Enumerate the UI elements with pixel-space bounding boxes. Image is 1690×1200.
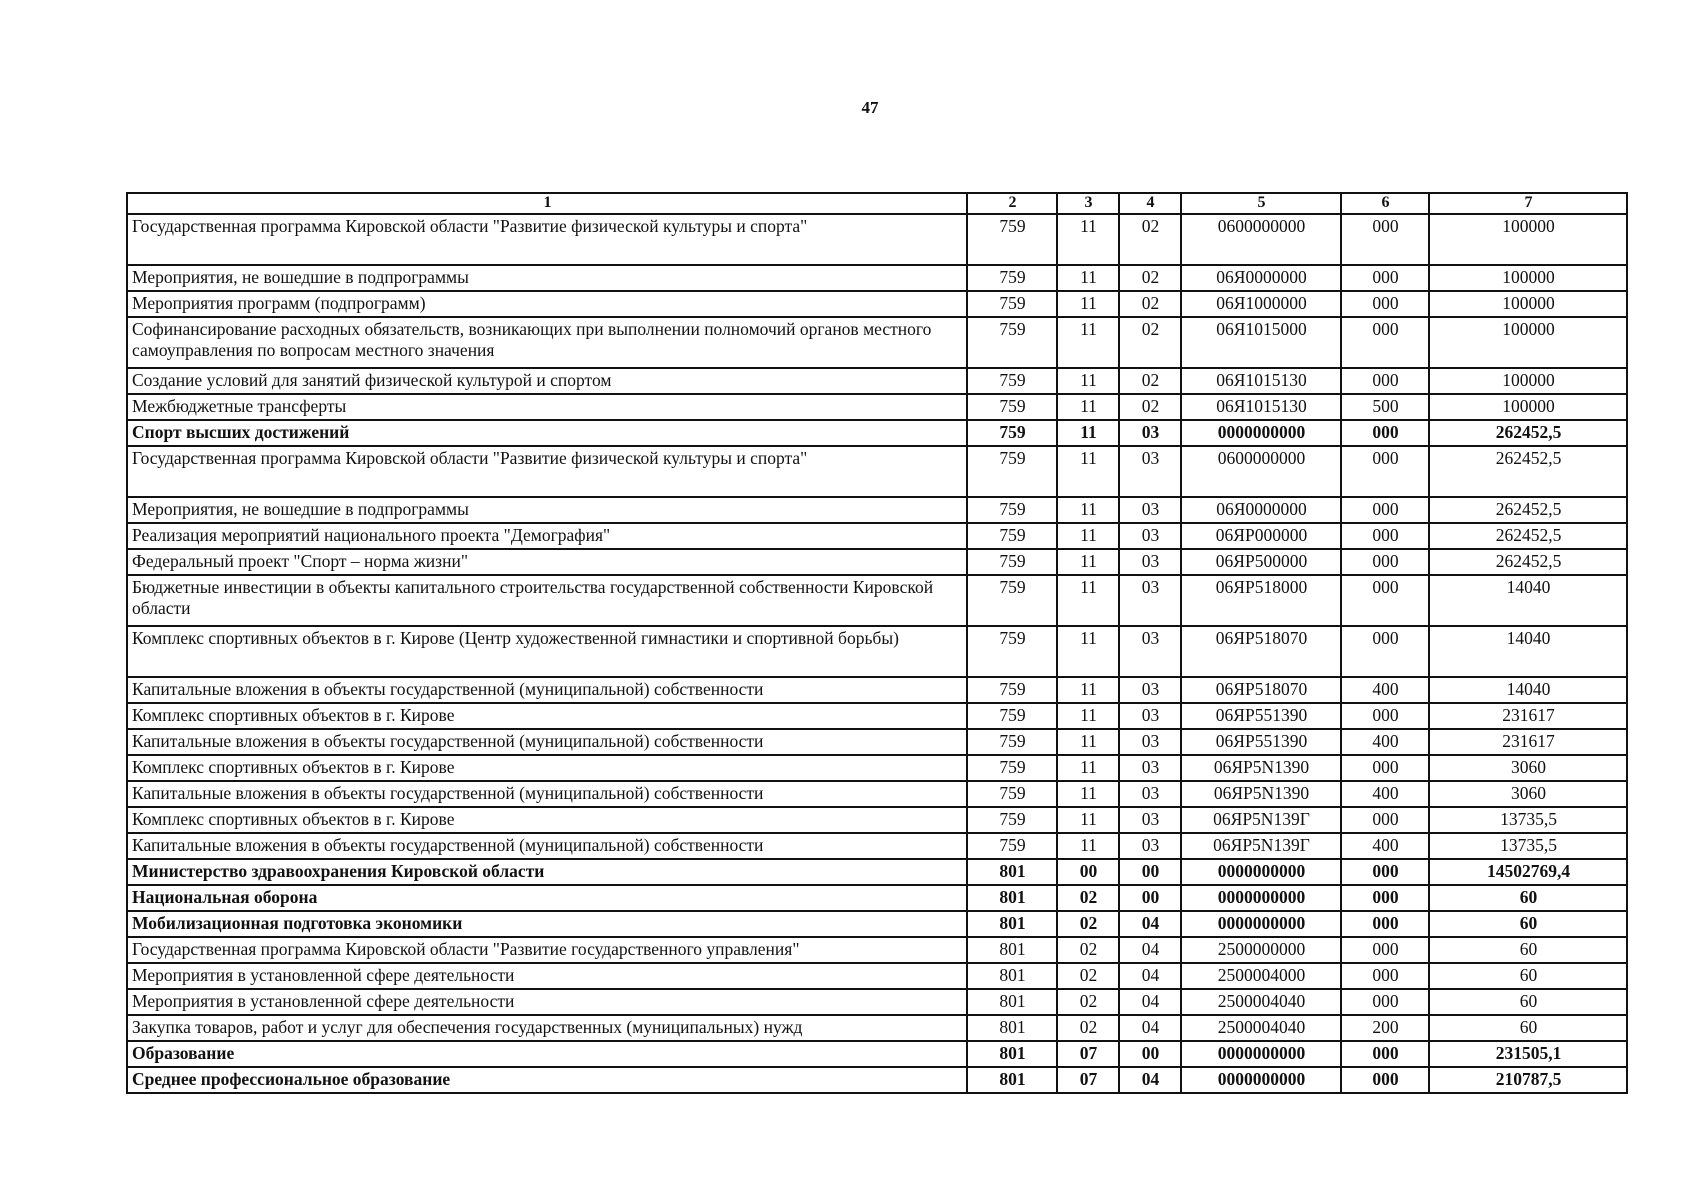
row-section-cell: 11 (1057, 394, 1119, 420)
row-section-cell: 11 (1057, 677, 1119, 703)
page-number: 47 (861, 98, 879, 117)
row-subsection-cell: 03 (1119, 497, 1181, 523)
row-subsection-cell: 03 (1119, 549, 1181, 575)
row-subsection-cell: 04 (1119, 911, 1181, 937)
table-row (127, 497, 1627, 523)
row-expense-type-cell: 200 (1341, 1015, 1429, 1041)
row-subsection-cell: 03 (1119, 781, 1181, 807)
row-section-cell: 02 (1057, 1015, 1119, 1041)
header-row (127, 193, 1627, 214)
row-section-cell: 11 (1057, 833, 1119, 859)
row-name-cell: Бюджетные инвестиции в объекты капитального строительства государственной собственности Кировской области (127, 575, 967, 626)
row-subsection-cell: 04 (1119, 989, 1181, 1015)
row-name-cell: Капитальные вложения в объекты государственной (муниципальной) собственности (127, 781, 967, 807)
row-target-code-cell: 06Я1015000 (1181, 317, 1341, 368)
row-amount-cell: 3060 (1429, 781, 1627, 807)
table-row (127, 1041, 1627, 1067)
row-name-cell: Комплекс спортивных объектов в г. Кирове (127, 703, 967, 729)
table-row (127, 703, 1627, 729)
row-expense-type-cell: 000 (1341, 963, 1429, 989)
row-subsection-cell: 03 (1119, 575, 1181, 626)
table-row (127, 368, 1627, 394)
row-name-cell: Софинансирование расходных обязательств, возникающих при выполнении полномочий органов местного самоуправления по вопросам местного значения (127, 317, 967, 368)
row-code-cell: 759 (967, 420, 1057, 446)
row-target-code-cell: 0000000000 (1181, 1067, 1341, 1093)
row-section-cell: 02 (1057, 963, 1119, 989)
row-section-cell: 11 (1057, 729, 1119, 755)
row-expense-type-cell: 000 (1341, 1041, 1429, 1067)
row-target-code-cell: 0000000000 (1181, 911, 1341, 937)
row-expense-type-cell: 000 (1341, 420, 1429, 446)
row-name-cell: Создание условий для занятий физической культурой и спортом (127, 368, 967, 394)
row-amount-cell: 262452,5 (1429, 420, 1627, 446)
row-amount-cell: 262452,5 (1429, 446, 1627, 497)
row-name-cell: Государственная программа Кировской области "Развитие физической культуры и спорта" (127, 214, 967, 265)
table-row (127, 1015, 1627, 1041)
row-section-cell: 11 (1057, 807, 1119, 833)
row-subsection-cell: 00 (1119, 885, 1181, 911)
table-row (127, 989, 1627, 1015)
row-name-cell: Государственная программа Кировской области "Развитие физической культуры и спорта" (127, 446, 967, 497)
row-name-cell: Мероприятия в установленной сфере деятельности (127, 989, 967, 1015)
row-section-cell: 11 (1057, 291, 1119, 317)
row-target-code-cell: 06ЯР551390 (1181, 729, 1341, 755)
row-amount-cell: 100000 (1429, 291, 1627, 317)
row-expense-type-cell: 000 (1341, 885, 1429, 911)
row-target-code-cell: 0000000000 (1181, 885, 1341, 911)
row-code-cell: 759 (967, 575, 1057, 626)
row-section-cell: 02 (1057, 989, 1119, 1015)
row-subsection-cell: 03 (1119, 523, 1181, 549)
row-amount-cell: 100000 (1429, 394, 1627, 420)
column-header-4: 4 (1119, 193, 1181, 214)
row-subsection-cell: 03 (1119, 446, 1181, 497)
row-amount-cell: 100000 (1429, 317, 1627, 368)
row-amount-cell: 231617 (1429, 729, 1627, 755)
column-header-6: 6 (1341, 193, 1429, 214)
row-expense-type-cell: 000 (1341, 214, 1429, 265)
row-section-cell: 11 (1057, 497, 1119, 523)
row-section-cell: 11 (1057, 781, 1119, 807)
row-target-code-cell: 2500004040 (1181, 989, 1341, 1015)
row-section-cell: 00 (1057, 859, 1119, 885)
row-expense-type-cell: 000 (1341, 368, 1429, 394)
row-amount-cell: 14040 (1429, 677, 1627, 703)
table-row (127, 807, 1627, 833)
row-target-code-cell: 06Я1000000 (1181, 291, 1341, 317)
row-section-cell: 11 (1057, 420, 1119, 446)
row-expense-type-cell: 400 (1341, 729, 1429, 755)
row-subsection-cell: 02 (1119, 368, 1181, 394)
row-code-cell: 759 (967, 317, 1057, 368)
row-amount-cell: 100000 (1429, 214, 1627, 265)
row-code-cell: 801 (967, 911, 1057, 937)
row-name-cell: Мобилизационная подготовка экономики (127, 911, 967, 937)
row-code-cell: 759 (967, 497, 1057, 523)
row-expense-type-cell: 400 (1341, 677, 1429, 703)
row-code-cell: 759 (967, 755, 1057, 781)
row-amount-cell: 14040 (1429, 575, 1627, 626)
row-subsection-cell: 00 (1119, 1041, 1181, 1067)
row-name-cell: Министерство здравоохранения Кировской области (127, 859, 967, 885)
row-code-cell: 759 (967, 265, 1057, 291)
row-expense-type-cell: 000 (1341, 1067, 1429, 1093)
row-target-code-cell: 06ЯР000000 (1181, 523, 1341, 549)
row-name-cell: Мероприятия в установленной сфере деятельности (127, 963, 967, 989)
row-code-cell: 759 (967, 807, 1057, 833)
budget-table (126, 192, 1628, 1094)
table-row (127, 446, 1627, 497)
row-code-cell: 759 (967, 523, 1057, 549)
row-subsection-cell: 03 (1119, 755, 1181, 781)
row-expense-type-cell: 000 (1341, 446, 1429, 497)
row-amount-cell: 60 (1429, 885, 1627, 911)
row-target-code-cell: 2500004040 (1181, 1015, 1341, 1041)
table-row (127, 781, 1627, 807)
row-code-cell: 759 (967, 703, 1057, 729)
row-section-cell: 11 (1057, 626, 1119, 677)
row-target-code-cell: 2500004000 (1181, 963, 1341, 989)
row-code-cell: 759 (967, 677, 1057, 703)
row-code-cell: 801 (967, 963, 1057, 989)
row-code-cell: 759 (967, 291, 1057, 317)
row-code-cell: 801 (967, 1041, 1057, 1067)
row-amount-cell: 14040 (1429, 626, 1627, 677)
row-target-code-cell: 2500000000 (1181, 937, 1341, 963)
row-code-cell: 759 (967, 626, 1057, 677)
row-subsection-cell: 02 (1119, 317, 1181, 368)
row-amount-cell: 13735,5 (1429, 833, 1627, 859)
row-code-cell: 759 (967, 368, 1057, 394)
row-name-cell: Мероприятия, не вошедшие в подпрограммы (127, 265, 967, 291)
row-target-code-cell: 06Я1015130 (1181, 394, 1341, 420)
row-subsection-cell: 00 (1119, 859, 1181, 885)
table-row (127, 1067, 1627, 1093)
row-expense-type-cell: 000 (1341, 859, 1429, 885)
column-header-1: 1 (127, 193, 967, 214)
row-amount-cell: 262452,5 (1429, 497, 1627, 523)
row-name-cell: Мероприятия программ (подпрограмм) (127, 291, 967, 317)
column-header-5: 5 (1181, 193, 1341, 214)
row-expense-type-cell: 000 (1341, 497, 1429, 523)
row-expense-type-cell: 400 (1341, 833, 1429, 859)
table-row (127, 911, 1627, 937)
row-expense-type-cell: 000 (1341, 937, 1429, 963)
row-expense-type-cell: 500 (1341, 394, 1429, 420)
row-name-cell: Государственная программа Кировской области "Развитие государственного управления" (127, 937, 967, 963)
row-name-cell: Федеральный проект "Спорт – норма жизни" (127, 549, 967, 575)
row-amount-cell: 100000 (1429, 368, 1627, 394)
row-name-cell: Спорт высших достижений (127, 420, 967, 446)
row-target-code-cell: 0000000000 (1181, 859, 1341, 885)
row-expense-type-cell: 000 (1341, 703, 1429, 729)
row-section-cell: 11 (1057, 523, 1119, 549)
row-expense-type-cell: 000 (1341, 807, 1429, 833)
row-name-cell: Реализация мероприятий национального проекта "Демография" (127, 523, 967, 549)
row-name-cell: Комплекс спортивных объектов в г. Кирове (Центр художественной гимнастики и спортивной борьбы) (127, 626, 967, 677)
row-section-cell: 02 (1057, 911, 1119, 937)
row-code-cell: 801 (967, 1067, 1057, 1093)
row-name-cell: Комплекс спортивных объектов в г. Кирове (127, 755, 967, 781)
row-amount-cell: 60 (1429, 989, 1627, 1015)
row-section-cell: 11 (1057, 549, 1119, 575)
row-code-cell: 759 (967, 781, 1057, 807)
row-amount-cell: 210787,5 (1429, 1067, 1627, 1093)
row-section-cell: 11 (1057, 575, 1119, 626)
row-section-cell: 02 (1057, 885, 1119, 911)
table-row (127, 394, 1627, 420)
row-name-cell: Мероприятия, не вошедшие в подпрограммы (127, 497, 967, 523)
row-target-code-cell: 0000000000 (1181, 420, 1341, 446)
table-row (127, 677, 1627, 703)
row-expense-type-cell: 000 (1341, 755, 1429, 781)
row-code-cell: 801 (967, 859, 1057, 885)
row-expense-type-cell: 000 (1341, 989, 1429, 1015)
table-row (127, 626, 1627, 677)
row-code-cell: 801 (967, 1015, 1057, 1041)
row-name-cell: Комплекс спортивных объектов в г. Кирове (127, 807, 967, 833)
row-amount-cell: 14502769,4 (1429, 859, 1627, 885)
table-row (127, 420, 1627, 446)
row-section-cell: 11 (1057, 265, 1119, 291)
row-section-cell: 07 (1057, 1041, 1119, 1067)
row-target-code-cell: 06ЯР5N1390 (1181, 755, 1341, 781)
row-code-cell: 801 (967, 937, 1057, 963)
row-name-cell: Капитальные вложения в объекты государственной (муниципальной) собственности (127, 729, 967, 755)
row-expense-type-cell: 000 (1341, 291, 1429, 317)
row-expense-type-cell: 000 (1341, 265, 1429, 291)
row-subsection-cell: 02 (1119, 291, 1181, 317)
row-amount-cell: 231617 (1429, 703, 1627, 729)
row-subsection-cell: 03 (1119, 833, 1181, 859)
table-row (127, 575, 1627, 626)
row-name-cell: Закупка товаров, работ и услуг для обеспечения государственных (муниципальных) нужд (127, 1015, 967, 1041)
row-section-cell: 11 (1057, 446, 1119, 497)
row-target-code-cell: 06ЯР551390 (1181, 703, 1341, 729)
column-header-7: 7 (1429, 193, 1627, 214)
row-code-cell: 759 (967, 833, 1057, 859)
row-target-code-cell: 06ЯР518000 (1181, 575, 1341, 626)
table-row (127, 963, 1627, 989)
row-subsection-cell: 03 (1119, 703, 1181, 729)
table-row (127, 859, 1627, 885)
row-target-code-cell: 06ЯР518070 (1181, 677, 1341, 703)
table-row (127, 317, 1627, 368)
row-name-cell: Межбюджетные трансферты (127, 394, 967, 420)
row-subsection-cell: 04 (1119, 1067, 1181, 1093)
row-expense-type-cell: 000 (1341, 575, 1429, 626)
row-amount-cell: 60 (1429, 937, 1627, 963)
column-header-3: 3 (1057, 193, 1119, 214)
row-amount-cell: 262452,5 (1429, 523, 1627, 549)
row-target-code-cell: 0000000000 (1181, 1041, 1341, 1067)
row-expense-type-cell: 000 (1341, 317, 1429, 368)
row-amount-cell: 262452,5 (1429, 549, 1627, 575)
row-code-cell: 759 (967, 394, 1057, 420)
row-target-code-cell: 0600000000 (1181, 446, 1341, 497)
row-subsection-cell: 04 (1119, 937, 1181, 963)
row-name-cell: Образование (127, 1041, 967, 1067)
row-target-code-cell: 06ЯР500000 (1181, 549, 1341, 575)
row-expense-type-cell: 000 (1341, 523, 1429, 549)
row-name-cell: Национальная оборона (127, 885, 967, 911)
table-row (127, 265, 1627, 291)
table-row (127, 549, 1627, 575)
row-code-cell: 801 (967, 885, 1057, 911)
row-amount-cell: 60 (1429, 911, 1627, 937)
table-body (127, 214, 1627, 1093)
row-subsection-cell: 03 (1119, 677, 1181, 703)
table-row (127, 885, 1627, 911)
row-target-code-cell: 06ЯР5N139Г (1181, 807, 1341, 833)
row-target-code-cell: 06Я0000000 (1181, 265, 1341, 291)
row-amount-cell: 60 (1429, 963, 1627, 989)
table-row (127, 833, 1627, 859)
row-section-cell: 11 (1057, 368, 1119, 394)
row-target-code-cell: 06ЯР5N139Г (1181, 833, 1341, 859)
table-row (127, 937, 1627, 963)
row-subsection-cell: 04 (1119, 1015, 1181, 1041)
row-target-code-cell: 06Я1015130 (1181, 368, 1341, 394)
row-target-code-cell: 06ЯР5N1390 (1181, 781, 1341, 807)
row-expense-type-cell: 000 (1341, 626, 1429, 677)
row-section-cell: 11 (1057, 214, 1119, 265)
table-row (127, 755, 1627, 781)
row-section-cell: 02 (1057, 937, 1119, 963)
row-section-cell: 11 (1057, 755, 1119, 781)
row-target-code-cell: 06ЯР518070 (1181, 626, 1341, 677)
row-name-cell: Среднее профессиональное образование (127, 1067, 967, 1093)
row-expense-type-cell: 000 (1341, 911, 1429, 937)
row-amount-cell: 60 (1429, 1015, 1627, 1041)
row-amount-cell: 3060 (1429, 755, 1627, 781)
row-amount-cell: 231505,1 (1429, 1041, 1627, 1067)
row-code-cell: 759 (967, 214, 1057, 265)
row-target-code-cell: 06Я0000000 (1181, 497, 1341, 523)
row-code-cell: 759 (967, 729, 1057, 755)
row-name-cell: Капитальные вложения в объекты государственной (муниципальной) собственности (127, 677, 967, 703)
row-section-cell: 11 (1057, 317, 1119, 368)
row-subsection-cell: 03 (1119, 420, 1181, 446)
table-row (127, 214, 1627, 265)
row-section-cell: 07 (1057, 1067, 1119, 1093)
row-subsection-cell: 03 (1119, 729, 1181, 755)
row-code-cell: 801 (967, 989, 1057, 1015)
row-subsection-cell: 04 (1119, 963, 1181, 989)
row-amount-cell: 13735,5 (1429, 807, 1627, 833)
table-row (127, 291, 1627, 317)
row-expense-type-cell: 000 (1341, 549, 1429, 575)
table-row (127, 523, 1627, 549)
row-subsection-cell: 02 (1119, 394, 1181, 420)
column-header-2: 2 (967, 193, 1057, 214)
row-subsection-cell: 03 (1119, 626, 1181, 677)
row-subsection-cell: 02 (1119, 265, 1181, 291)
row-subsection-cell: 02 (1119, 214, 1181, 265)
row-amount-cell: 100000 (1429, 265, 1627, 291)
row-expense-type-cell: 400 (1341, 781, 1429, 807)
row-section-cell: 11 (1057, 703, 1119, 729)
row-code-cell: 759 (967, 446, 1057, 497)
table-row (127, 729, 1627, 755)
row-subsection-cell: 03 (1119, 807, 1181, 833)
row-target-code-cell: 0600000000 (1181, 214, 1341, 265)
row-code-cell: 759 (967, 549, 1057, 575)
row-name-cell: Капитальные вложения в объекты государственной (муниципальной) собственности (127, 833, 967, 859)
